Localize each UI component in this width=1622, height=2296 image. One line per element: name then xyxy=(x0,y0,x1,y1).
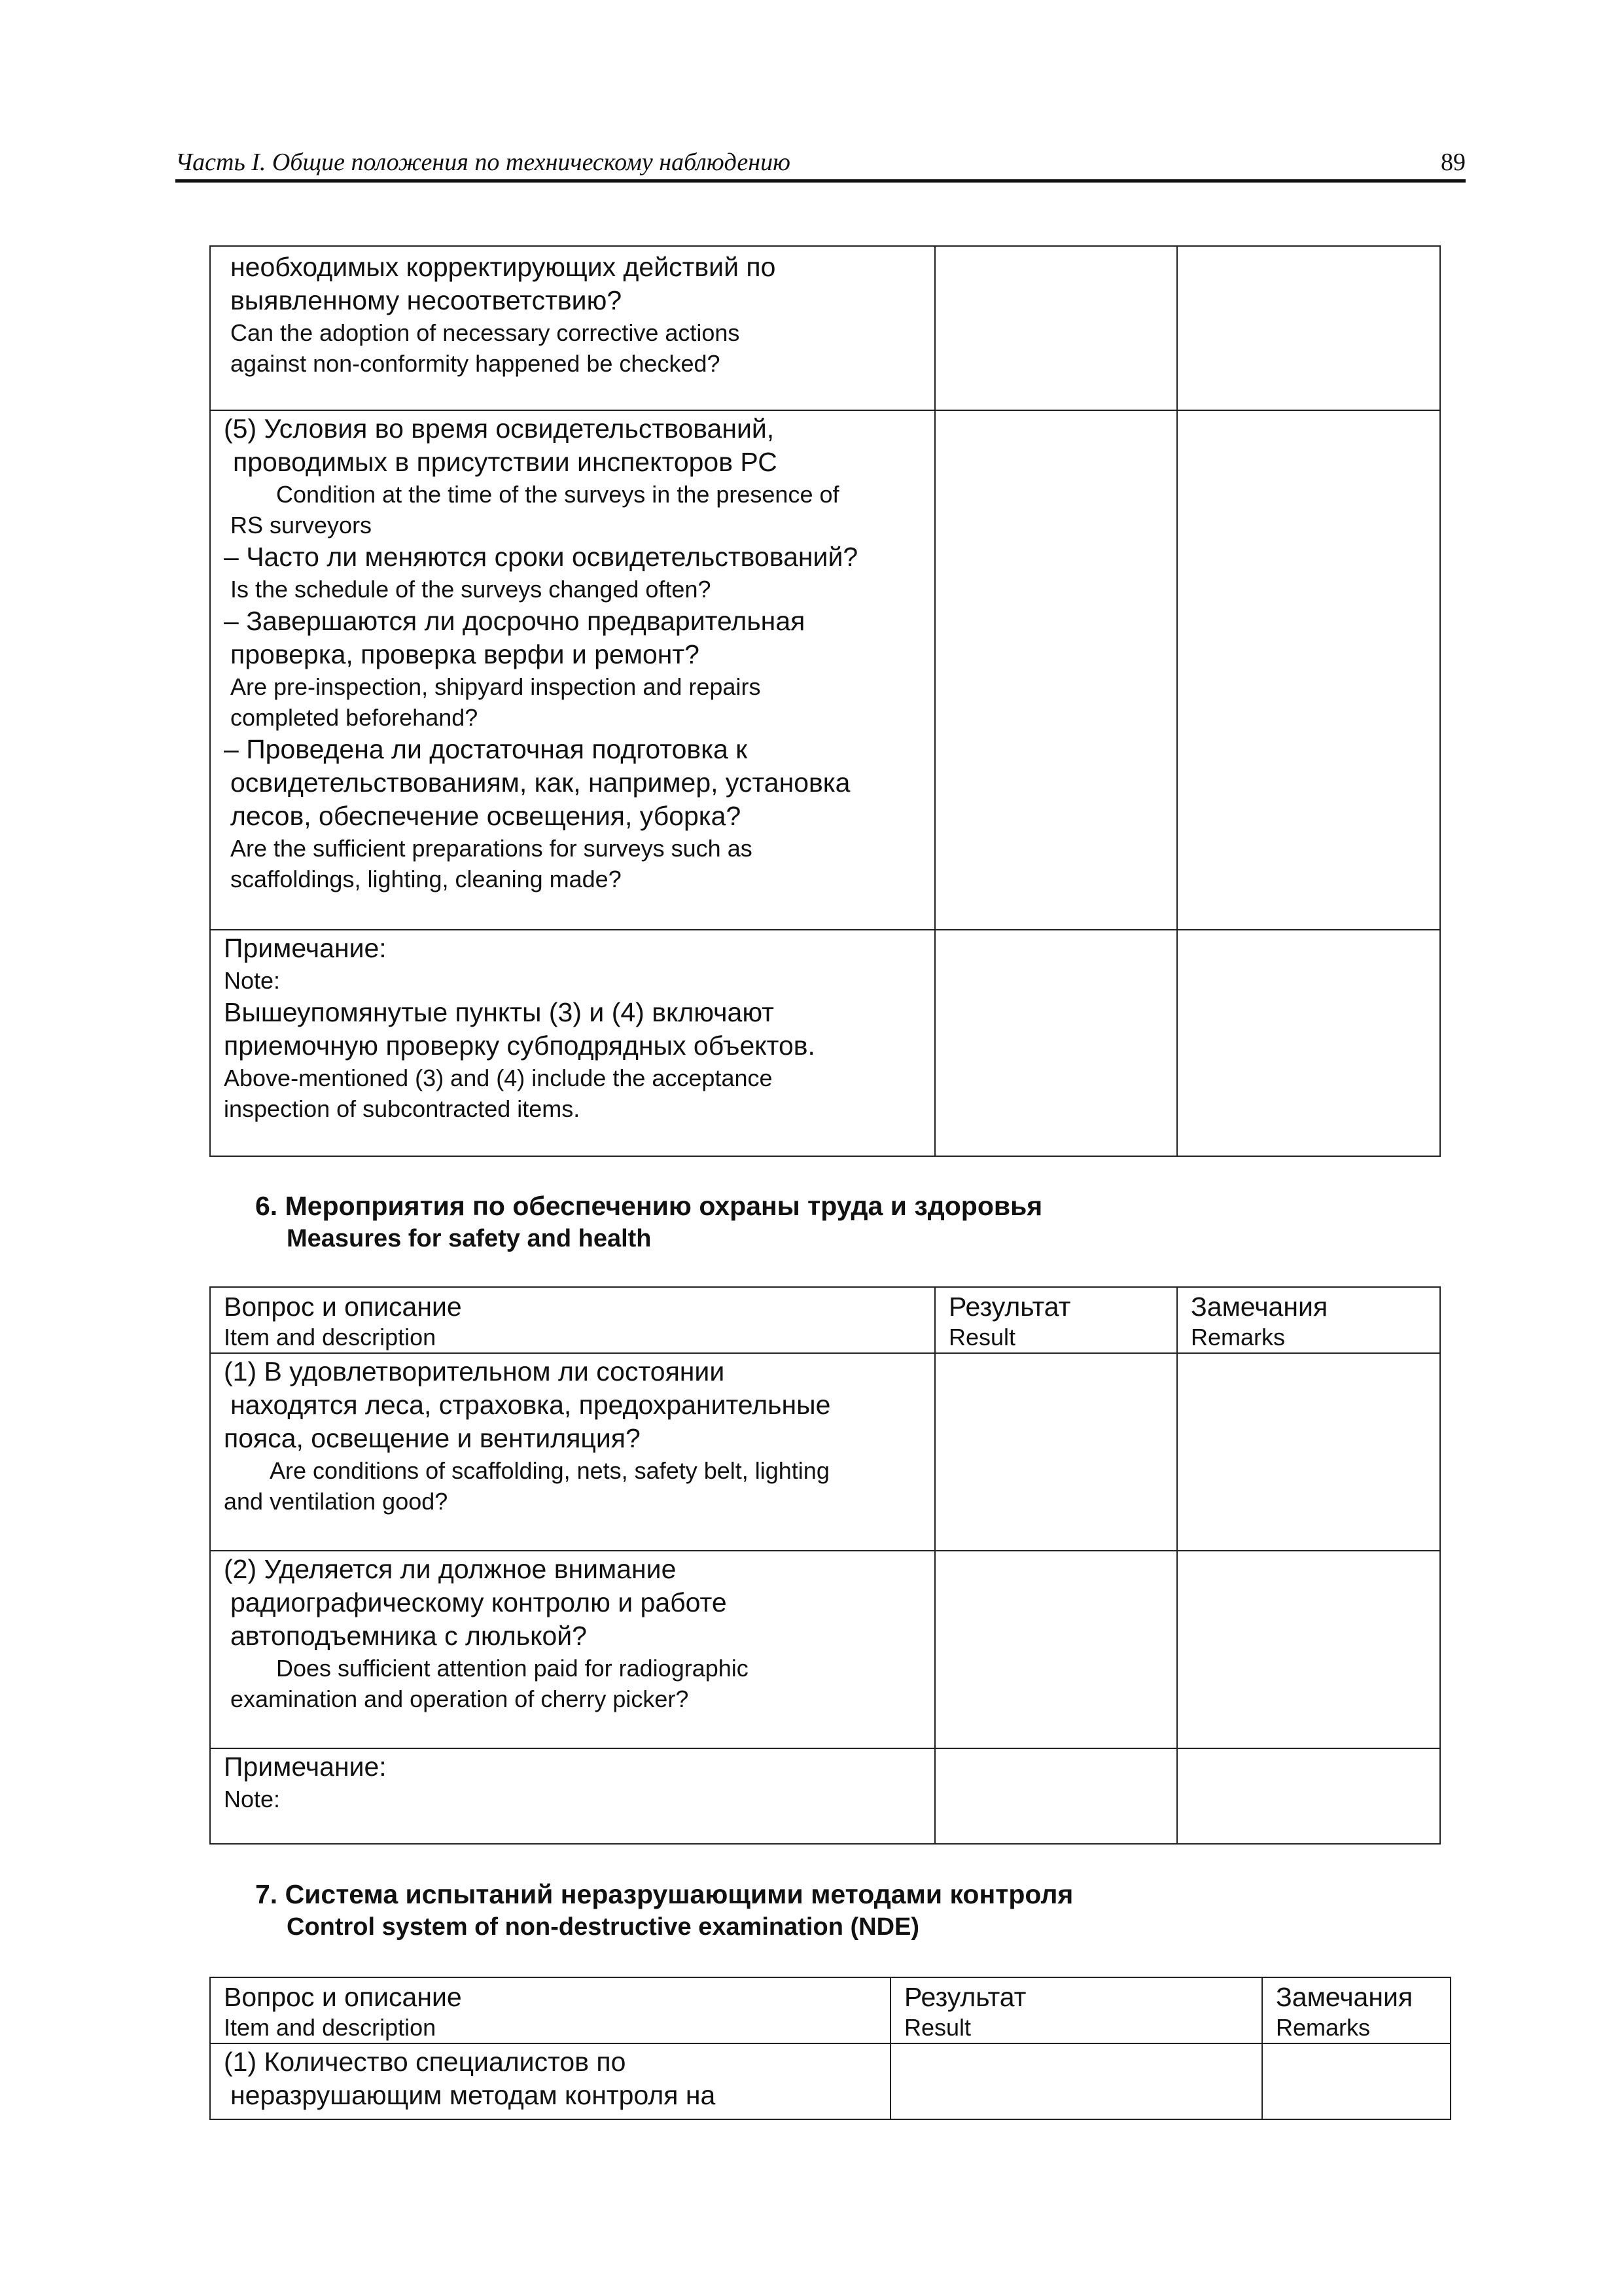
column-header-item xyxy=(210,1977,890,2043)
section-title-ru: 7. Система испытаний неразрушающими методами контроля xyxy=(255,1879,1074,1909)
table-row xyxy=(210,410,1440,930)
item-description-cell xyxy=(210,410,935,930)
text-line: проверка, проверка верфи и ремонт? xyxy=(230,639,699,669)
text-line: RS surveyors xyxy=(230,512,372,539)
text-line: выявленному несоответствию? xyxy=(230,285,622,315)
note-cell xyxy=(210,930,935,1156)
text-line: находятся леса, страховка, предохранительные xyxy=(230,1390,831,1420)
text-line: проводимых в присутствии инспекторов РС xyxy=(233,447,777,477)
header-ru: Вопрос и описание xyxy=(224,1982,462,2012)
text-line: радиографическому контролю и работе xyxy=(230,1587,727,1617)
table-row xyxy=(210,246,1440,410)
header-ru: Результат xyxy=(949,1292,1071,1322)
text-line: examination and operation of cherry picker? xyxy=(230,1686,689,1712)
note-cell xyxy=(210,1748,935,1844)
table-header-row xyxy=(210,1287,1440,1353)
result-cell[interactable] xyxy=(935,1551,1177,1748)
section-6-title xyxy=(255,1189,1042,1254)
text-line: (1) В удовлетворительном ли состоянии xyxy=(224,1356,725,1386)
text-line: Condition at the time of the surveys in the presence of xyxy=(276,481,839,508)
header-en: Result xyxy=(904,2014,972,2041)
text-line: Note: xyxy=(224,967,281,994)
remarks-cell[interactable] xyxy=(1177,246,1440,410)
header-ru: Результат xyxy=(904,1982,1027,2012)
remarks-cell[interactable] xyxy=(1177,930,1440,1156)
text-line: Above-mentioned (3) and (4) include the acceptance xyxy=(224,1065,773,1091)
safety-health-table xyxy=(209,1286,1441,1845)
checklist-table-continued xyxy=(209,245,1441,1157)
result-cell[interactable] xyxy=(935,410,1177,930)
table-header-row xyxy=(210,1977,1451,2043)
text-line: completed beforehand? xyxy=(230,704,478,731)
result-cell[interactable] xyxy=(935,1748,1177,1844)
text-line: автоподъемника с люлькой? xyxy=(230,1621,587,1651)
column-header-result xyxy=(890,1977,1262,2043)
header-en: Remarks xyxy=(1276,2014,1371,2041)
header-en: Item and description xyxy=(224,2014,436,2041)
text-line: неразрушающим методам контроля на xyxy=(230,2080,716,2110)
result-cell[interactable] xyxy=(890,2043,1262,2119)
item-description-cell xyxy=(210,246,935,410)
result-cell[interactable] xyxy=(935,1353,1177,1551)
text-line: Is the schedule of the surveys changed often? xyxy=(230,576,711,603)
header-en: Result xyxy=(949,1324,1016,1351)
table-row xyxy=(210,1353,1440,1551)
text-line: Does sufficient attention paid for radiographic xyxy=(276,1655,749,1682)
text-line: Can the adoption of necessary corrective actions xyxy=(230,319,740,346)
table-row xyxy=(210,2043,1451,2119)
section-title-en: Measures for safety and health xyxy=(287,1225,652,1252)
text-line: Вышеупомянутые пункты (3) и (4) включают xyxy=(224,997,774,1027)
table-row xyxy=(210,1551,1440,1748)
header-en: Item and description xyxy=(224,1324,436,1351)
page-header xyxy=(175,145,1466,183)
table-row xyxy=(210,1748,1440,1844)
text-line: лесов, обеспечение освещения, уборка? xyxy=(230,801,741,831)
text-line: (2) Уделяется ли должное внимание xyxy=(224,1554,677,1584)
remarks-cell[interactable] xyxy=(1177,410,1440,930)
text-line: – Часто ли меняются сроки освидетельствований? xyxy=(224,542,858,572)
header-title: Часть I. Общие положения по техническому наблюдению xyxy=(175,149,790,176)
text-line: – Завершаются ли досрочно предварительная xyxy=(224,606,805,636)
column-header-remarks xyxy=(1262,1977,1451,2043)
page-number: 89 xyxy=(1441,149,1466,176)
text-line: Are conditions of scaffolding, nets, safety belt, lighting xyxy=(270,1457,830,1484)
text-line: Note: xyxy=(224,1786,281,1812)
header-ru: Вопрос и описание xyxy=(224,1292,462,1322)
table-row xyxy=(210,930,1440,1156)
section-title-en: Control system of non-destructive examination (NDE) xyxy=(287,1913,920,1941)
text-line: inspection of subcontracted items. xyxy=(224,1095,580,1122)
text-line: необходимых корректирующих действий по xyxy=(230,252,776,282)
text-line: – Проведена ли достаточная подготовка к xyxy=(224,734,748,764)
column-header-result xyxy=(935,1287,1177,1353)
remarks-cell[interactable] xyxy=(1177,1551,1440,1748)
text-line: Are the sufficient preparations for surveys such as xyxy=(230,835,752,862)
text-line: and ventilation good? xyxy=(224,1488,448,1515)
header-ru: Замечания xyxy=(1191,1292,1328,1322)
text-line: (5) Условия во время освидетельствований, xyxy=(224,414,775,444)
remarks-cell[interactable] xyxy=(1262,2043,1451,2119)
remarks-cell[interactable] xyxy=(1177,1353,1440,1551)
header-en: Remarks xyxy=(1191,1324,1286,1351)
text-line: Примечание: xyxy=(224,933,387,963)
text-line: Примечание: xyxy=(224,1752,387,1782)
text-line: приемочную проверку субподрядных объектов. xyxy=(224,1031,815,1061)
item-description-cell xyxy=(210,1353,935,1551)
section-7-title xyxy=(255,1877,1073,1943)
text-line: (1) Количество специалистов по xyxy=(224,2047,626,2077)
text-line: пояса, освещение и вентиляция? xyxy=(224,1423,641,1453)
nde-control-table xyxy=(209,1977,1451,2120)
text-line: освидетельствованиям, как, например, установка xyxy=(230,768,851,798)
column-header-remarks xyxy=(1177,1287,1440,1353)
section-title-ru: 6. Мероприятия по обеспечению охраны труда и здоровья xyxy=(255,1191,1043,1221)
column-header-item xyxy=(210,1287,935,1353)
result-cell[interactable] xyxy=(935,930,1177,1156)
result-cell[interactable] xyxy=(935,246,1177,410)
item-description-cell xyxy=(210,2043,890,2119)
header-ru: Замечания xyxy=(1276,1982,1413,2012)
text-line: scaffoldings, lighting, cleaning made? xyxy=(230,866,622,892)
text-line: Are pre-inspection, shipyard inspection and repairs xyxy=(230,673,761,700)
text-line: against non-conformity happened be checked? xyxy=(230,350,720,377)
remarks-cell[interactable] xyxy=(1177,1748,1440,1844)
item-description-cell xyxy=(210,1551,935,1748)
